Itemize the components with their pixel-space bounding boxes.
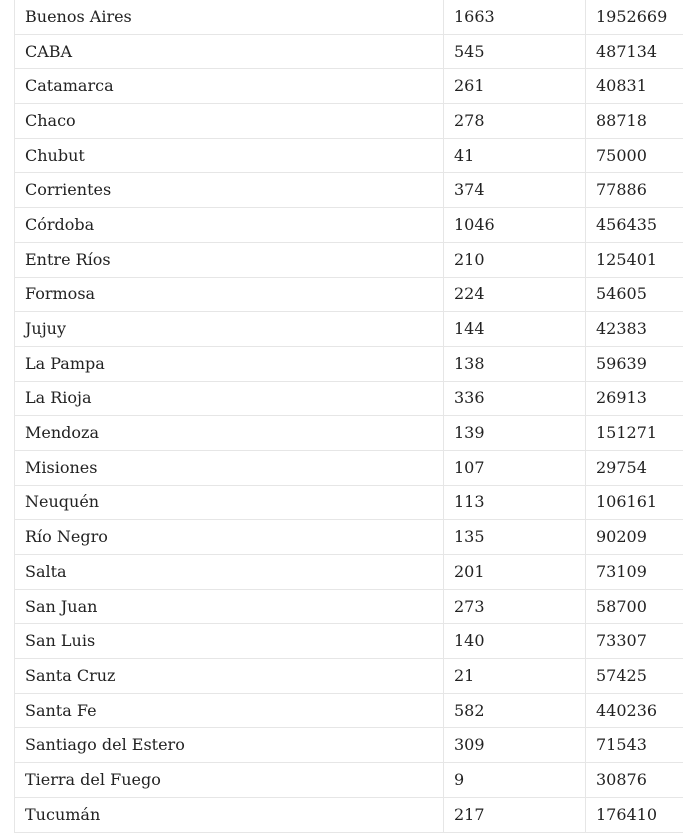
total-cell: 125401 [586, 242, 683, 277]
total-cell: 71543 [586, 728, 683, 763]
table-row [15, 381, 683, 416]
table-row [15, 659, 683, 694]
total-cell: 42383 [586, 312, 683, 347]
province-data-table [14, 0, 683, 833]
total-cell: 176410 [586, 797, 683, 832]
total-cell: 90209 [586, 520, 683, 555]
total-cell: 26913 [586, 381, 683, 416]
province-cell: Neuquén [15, 485, 444, 520]
total-cell: 77886 [586, 173, 683, 208]
total-cell: 106161 [586, 485, 683, 520]
table-row [15, 450, 683, 485]
count-cell: 138 [444, 346, 586, 381]
province-cell: San Luis [15, 624, 444, 659]
count-cell: 41 [444, 138, 586, 173]
total-cell: 40831 [586, 69, 683, 104]
table-row [15, 312, 683, 347]
count-cell: 135 [444, 520, 586, 555]
table-row [15, 242, 683, 277]
count-cell: 336 [444, 381, 586, 416]
province-cell: San Juan [15, 589, 444, 624]
count-cell: 210 [444, 242, 586, 277]
table-row [15, 346, 683, 381]
total-cell: 440236 [586, 693, 683, 728]
table-row [15, 728, 683, 763]
table-row [15, 104, 683, 139]
table-row [15, 34, 683, 69]
province-cell: Jujuy [15, 312, 444, 347]
total-cell: 456435 [586, 208, 683, 243]
province-cell: Corrientes [15, 173, 444, 208]
province-cell: Formosa [15, 277, 444, 312]
total-cell: 54605 [586, 277, 683, 312]
count-cell: 217 [444, 797, 586, 832]
table-row [15, 589, 683, 624]
table-row [15, 693, 683, 728]
total-cell: 487134 [586, 34, 683, 69]
count-cell: 309 [444, 728, 586, 763]
total-cell: 73109 [586, 555, 683, 590]
province-cell: La Rioja [15, 381, 444, 416]
table-row [15, 277, 683, 312]
table-row [15, 173, 683, 208]
province-cell: Santa Cruz [15, 659, 444, 694]
count-cell: 21 [444, 659, 586, 694]
count-cell: 140 [444, 624, 586, 659]
province-cell: Tucumán [15, 797, 444, 832]
count-cell: 201 [444, 555, 586, 590]
count-cell: 1663 [444, 0, 586, 34]
count-cell: 139 [444, 416, 586, 451]
total-cell: 73307 [586, 624, 683, 659]
count-cell: 1046 [444, 208, 586, 243]
province-cell: CABA [15, 34, 444, 69]
count-cell: 261 [444, 69, 586, 104]
table-row [15, 797, 683, 832]
count-cell: 144 [444, 312, 586, 347]
table-row [15, 69, 683, 104]
count-cell: 545 [444, 34, 586, 69]
province-cell: Buenos Aires [15, 0, 444, 34]
table-row [15, 520, 683, 555]
table-row [15, 624, 683, 659]
table-row [15, 485, 683, 520]
total-cell: 88718 [586, 104, 683, 139]
total-cell: 58700 [586, 589, 683, 624]
total-cell: 30876 [586, 763, 683, 798]
province-cell: Mendoza [15, 416, 444, 451]
total-cell: 151271 [586, 416, 683, 451]
count-cell: 278 [444, 104, 586, 139]
count-cell: 107 [444, 450, 586, 485]
province-cell: Córdoba [15, 208, 444, 243]
table-row [15, 763, 683, 798]
total-cell: 57425 [586, 659, 683, 694]
count-cell: 582 [444, 693, 586, 728]
total-cell: 1952669 [586, 0, 683, 34]
total-cell: 75000 [586, 138, 683, 173]
table-row [15, 555, 683, 590]
total-cell: 59639 [586, 346, 683, 381]
province-cell: Catamarca [15, 69, 444, 104]
province-cell: La Pampa [15, 346, 444, 381]
table-row [15, 0, 683, 34]
province-cell: Entre Ríos [15, 242, 444, 277]
count-cell: 9 [444, 763, 586, 798]
count-cell: 374 [444, 173, 586, 208]
province-cell: Río Negro [15, 520, 444, 555]
province-cell: Salta [15, 555, 444, 590]
table-body [15, 0, 683, 832]
province-cell: Misiones [15, 450, 444, 485]
province-cell: Chubut [15, 138, 444, 173]
count-cell: 113 [444, 485, 586, 520]
table-row [15, 138, 683, 173]
table-row [15, 208, 683, 243]
province-cell: Santiago del Estero [15, 728, 444, 763]
count-cell: 224 [444, 277, 586, 312]
total-cell: 29754 [586, 450, 683, 485]
province-cell: Chaco [15, 104, 444, 139]
table-row [15, 416, 683, 451]
count-cell: 273 [444, 589, 586, 624]
province-cell: Santa Fe [15, 693, 444, 728]
province-cell: Tierra del Fuego [15, 763, 444, 798]
